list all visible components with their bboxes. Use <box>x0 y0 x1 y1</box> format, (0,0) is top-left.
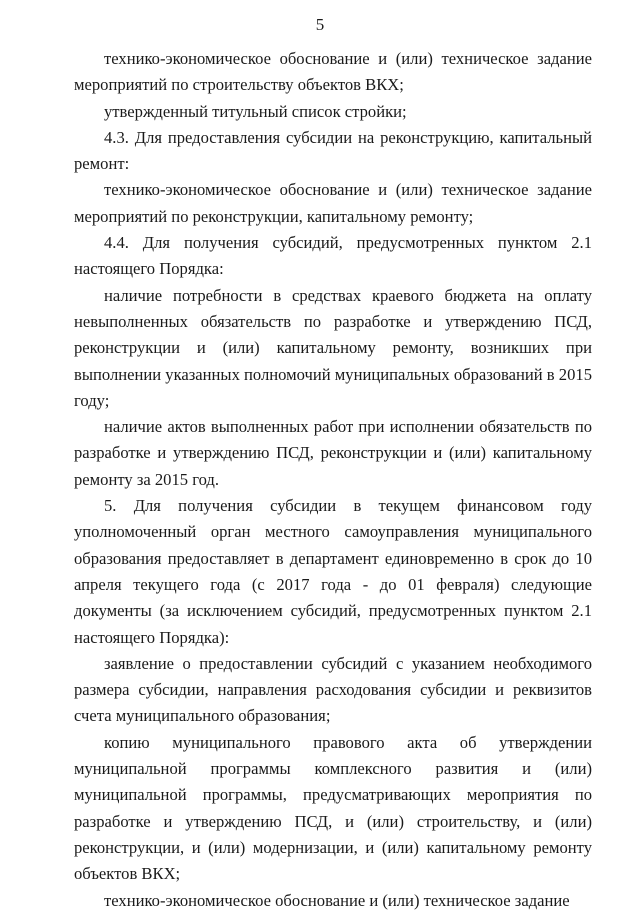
paragraph: технико-экономическое обоснование и (или) техническое задание <box>104 890 570 910</box>
paragraph: технико-экономическое обоснование и (или) техническое задание мероприятий по строительству объектов ВКХ; <box>74 49 592 95</box>
paragraph: технико-экономическое обоснование и (или) техническое задание мероприятий по реконструкции, капитальному ремонту; <box>74 180 592 226</box>
paragraph: наличие актов выполненных работ при исполнении обязательств по разработке и утверждению ПСД, реконструкции и (или) капитальному ремонту за 2015 год. <box>74 417 592 489</box>
paragraph: заявление о предоставлении субсидий с указанием необходимого размера субсидии, направления расходования субсидии и реквизитов счета муниципального образования; <box>74 653 592 726</box>
paragraph: копию муниципального правового акта об утверждении муниципальной программы комплексного развития и (или) муниципальной программы, предусматривающих мероприятия по разработке и утверждению ПСД, и (или) строительству, и (или) реконструкции, и (или) модернизации, и (или) капитальному ремонту объектов ВКХ; <box>74 732 592 884</box>
paragraph: 4.3. Для предоставления субсидии на реконструкцию, капитальный ремонт: <box>74 127 592 174</box>
page-number: 5 <box>315 15 325 34</box>
paragraph: 4.4. Для получения субсидий, предусмотренных пунктом 2.1 настоящего Порядка: <box>74 233 592 279</box>
document-body <box>74 46 592 914</box>
paragraph: 5. Для получения субсидии в текущем финансовом году уполномоченный орган местного самоуправления муниципального образования предоставляет в департамент единовременно в срок до 10 апреля текущего года (с 2017 года - до 01 февраля) следующие документы (за исключением субсидий, предусмотренных пунктом 2.1 настоящего Порядка): <box>74 496 592 647</box>
paragraph: утвержденный титульный список стройки; <box>104 101 407 121</box>
paragraph: наличие потребности в средствах краевого бюджета на оплату невыполненных обязательств по разработке и утверждению ПСД, реконструкции и (или) капитальному ремонту, возникших при выполнении указанных полномочий муниципальных образований в 2015 году; <box>74 285 592 410</box>
